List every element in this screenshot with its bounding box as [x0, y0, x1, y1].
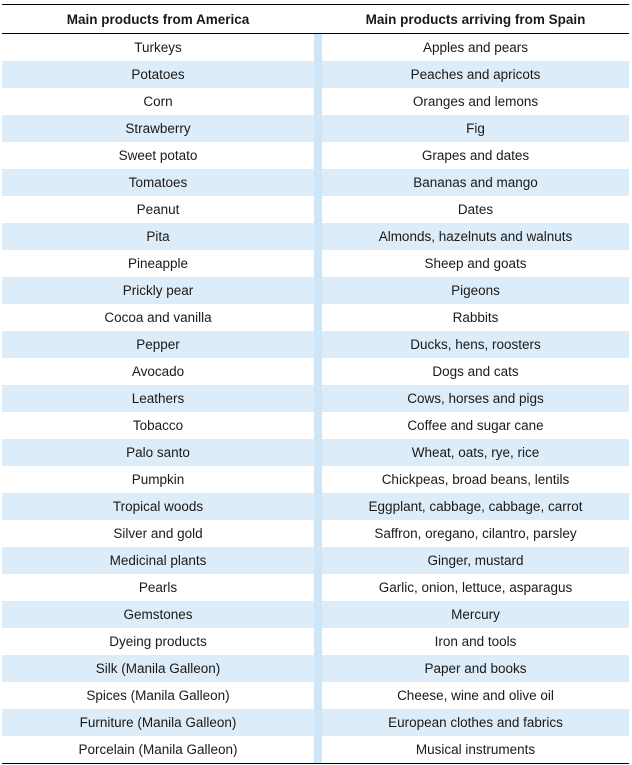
table-body — [2, 34, 629, 764]
cell-spain-product: Oranges and lemons — [322, 88, 629, 115]
table-row — [2, 385, 629, 412]
table-row — [2, 628, 629, 655]
table-row — [2, 142, 629, 169]
cell-america-product: Sweet potato — [2, 142, 314, 169]
table-row — [2, 601, 629, 628]
cell-spain-product: Sheep and goats — [322, 250, 629, 277]
column-separator — [314, 115, 322, 142]
products-table-container — [2, 4, 629, 764]
column-separator — [314, 169, 322, 196]
cell-spain-product: European clothes and fabrics — [322, 709, 629, 736]
column-separator — [314, 5, 322, 34]
cell-america-product: Prickly pear — [2, 277, 314, 304]
cell-america-product: Silk (Manila Galleon) — [2, 655, 314, 682]
cell-america-product: Pearls — [2, 574, 314, 601]
column-separator — [314, 61, 322, 88]
column-separator — [314, 601, 322, 628]
column-separator — [314, 34, 322, 62]
cell-spain-product: Peaches and apricots — [322, 61, 629, 88]
cell-spain-product: Dogs and cats — [322, 358, 629, 385]
column-separator — [314, 88, 322, 115]
cell-spain-product: Ginger, mustard — [322, 547, 629, 574]
column-separator — [314, 682, 322, 709]
cell-america-product: Porcelain (Manila Galleon) — [2, 736, 314, 764]
cell-spain-product: Dates — [322, 196, 629, 223]
cell-america-product: Dyeing products — [2, 628, 314, 655]
cell-spain-product: Iron and tools — [322, 628, 629, 655]
header-row — [2, 5, 629, 34]
cell-america-product: Leathers — [2, 385, 314, 412]
cell-america-product: Peanut — [2, 196, 314, 223]
cell-america-product: Corn — [2, 88, 314, 115]
cell-america-product: Pita — [2, 223, 314, 250]
table-row — [2, 547, 629, 574]
cell-spain-product: Musical instruments — [322, 736, 629, 764]
table-row — [2, 115, 629, 142]
column-separator — [314, 304, 322, 331]
cell-america-product: Pumpkin — [2, 466, 314, 493]
cell-america-product: Spices (Manila Galleon) — [2, 682, 314, 709]
column-separator — [314, 628, 322, 655]
cell-america-product: Pineapple — [2, 250, 314, 277]
table-row — [2, 412, 629, 439]
column-separator — [314, 223, 322, 250]
column-separator — [314, 709, 322, 736]
cell-america-product: Tropical woods — [2, 493, 314, 520]
table-row — [2, 196, 629, 223]
cell-america-product: Pepper — [2, 331, 314, 358]
table-row — [2, 709, 629, 736]
cell-spain-product: Almonds, hazelnuts and walnuts — [322, 223, 629, 250]
column-separator — [314, 520, 322, 547]
cell-spain-product: Wheat, oats, rye, rice — [322, 439, 629, 466]
table-row — [2, 655, 629, 682]
table-row — [2, 277, 629, 304]
column-separator — [314, 358, 322, 385]
column-separator — [314, 250, 322, 277]
table-row — [2, 520, 629, 547]
cell-america-product: Turkeys — [2, 34, 314, 62]
cell-america-product: Tobacco — [2, 412, 314, 439]
cell-america-product: Potatoes — [2, 61, 314, 88]
cell-america-product: Tomatoes — [2, 169, 314, 196]
cell-spain-product: Grapes and dates — [322, 142, 629, 169]
table-row — [2, 736, 629, 764]
cell-america-product: Gemstones — [2, 601, 314, 628]
cell-spain-product: Cows, horses and pigs — [322, 385, 629, 412]
table-row — [2, 358, 629, 385]
cell-spain-product: Eggplant, cabbage, cabbage, carrot — [322, 493, 629, 520]
header-spain: Main products arriving from Spain — [322, 5, 629, 34]
table-row — [2, 88, 629, 115]
cell-spain-product: Chickpeas, broad beans, lentils — [322, 466, 629, 493]
table-row — [2, 439, 629, 466]
cell-spain-product: Cheese, wine and olive oil — [322, 682, 629, 709]
cell-america-product: Palo santo — [2, 439, 314, 466]
column-separator — [314, 439, 322, 466]
column-separator — [314, 466, 322, 493]
column-separator — [314, 277, 322, 304]
table-row — [2, 493, 629, 520]
cell-america-product: Avocado — [2, 358, 314, 385]
table-row — [2, 682, 629, 709]
table-row — [2, 169, 629, 196]
column-separator — [314, 574, 322, 601]
column-separator — [314, 142, 322, 169]
column-separator — [314, 655, 322, 682]
column-separator — [314, 412, 322, 439]
cell-spain-product: Saffron, oregano, cilantro, parsley — [322, 520, 629, 547]
table-row — [2, 34, 629, 62]
cell-spain-product: Apples and pears — [322, 34, 629, 62]
cell-america-product: Furniture (Manila Galleon) — [2, 709, 314, 736]
products-table — [2, 4, 629, 764]
cell-spain-product: Mercury — [322, 601, 629, 628]
cell-america-product: Medicinal plants — [2, 547, 314, 574]
cell-spain-product: Ducks, hens, roosters — [322, 331, 629, 358]
cell-america-product: Strawberry — [2, 115, 314, 142]
table-row — [2, 574, 629, 601]
column-separator — [314, 547, 322, 574]
column-separator — [314, 385, 322, 412]
table-row — [2, 223, 629, 250]
table-row — [2, 304, 629, 331]
column-separator — [314, 196, 322, 223]
header-america: Main products from America — [2, 5, 314, 34]
column-separator — [314, 736, 322, 764]
cell-spain-product: Pigeons — [322, 277, 629, 304]
cell-america-product: Cocoa and vanilla — [2, 304, 314, 331]
table-row — [2, 466, 629, 493]
table-row — [2, 331, 629, 358]
cell-spain-product: Paper and books — [322, 655, 629, 682]
column-separator — [314, 493, 322, 520]
cell-spain-product: Coffee and sugar cane — [322, 412, 629, 439]
table-row — [2, 250, 629, 277]
cell-spain-product: Rabbits — [322, 304, 629, 331]
cell-spain-product: Garlic, onion, lettuce, asparagus — [322, 574, 629, 601]
column-separator — [314, 331, 322, 358]
cell-spain-product: Bananas and mango — [322, 169, 629, 196]
cell-spain-product: Fig — [322, 115, 629, 142]
table-row — [2, 61, 629, 88]
cell-america-product: Silver and gold — [2, 520, 314, 547]
